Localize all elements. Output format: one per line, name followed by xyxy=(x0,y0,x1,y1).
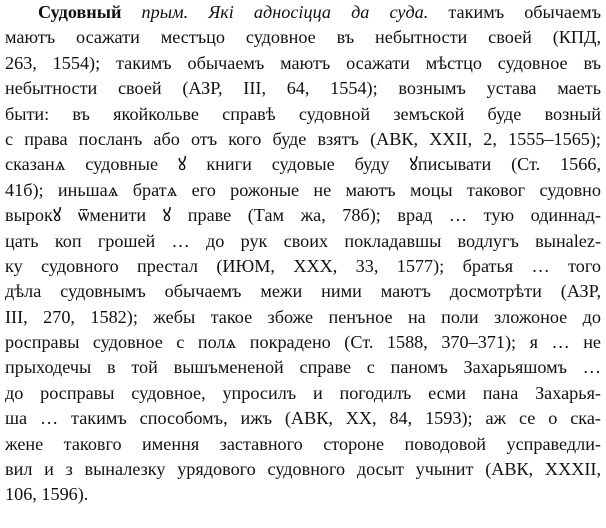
entry-line-6: с права посланъ або отъ кого буде взятъ (АВК, XXII, 2, 1555–1565); xyxy=(5,128,601,149)
entry-line-9: вырокꙋ ѿменити ꙋ праве (Там жа, 78б); врад … тую одиннад- xyxy=(5,205,601,226)
entry-line-14: росправы судовное с полѧ покрадено (Ст. 1588, 370–371); я … не xyxy=(5,332,601,353)
entry-line-19: вил и з выналезку урядового судовного досыт учынит (АВК, XXXII, xyxy=(5,459,601,480)
entry-line-2: маютъ осажати местъцо судовное въ небытности своей (КПД, xyxy=(5,27,601,48)
definition-gloss: прым. Які адносіцца да суда. xyxy=(121,2,429,22)
entry-line-8: 41б); иньшаѧ братѧ его рожоные не маютъ моцы таковог судовно xyxy=(5,179,601,200)
entry-line-4: небытности своей (АЗР, III, 64, 1554); вознымъ устава маеть xyxy=(5,78,601,99)
entry-line-11: ку судовного престал (ИЮМ, XXX, 33, 1577); братья … того xyxy=(5,255,601,276)
entry-line-18: жене таковго имення заставного стороне поводовой усправедли- xyxy=(5,433,601,454)
entry-line-17: ша … такимъ способомъ, ижъ (АВК, XX, 84, 1593); аж се о ска- xyxy=(5,408,601,429)
entry-line-7: сказанѧ судовные ꙋ книги судовые буду ꙋписывати (Ст. 1566, xyxy=(5,154,601,175)
entry-line-16: до росправы судовное, упросилъ и погодилъ есми пана Захарья- xyxy=(5,382,601,403)
citation-text: такимъ обычаемъ xyxy=(428,2,601,22)
entry-line-5: быти: въ якойкольве справѣ судовной земъской буде возный xyxy=(5,103,601,124)
entry-line-15: прыходечы в той вышъмененой справе с паномъ Захарьяшомъ … xyxy=(5,357,601,378)
entry-line-3: 263, 1554); такимъ обычаемъ маютъ осажати мѣстцо судовное въ xyxy=(5,52,601,73)
entry-line-20: 106, 1596). xyxy=(5,484,89,505)
entry-line-10: цать коп грошей … до рук своих покладавшы водлугъ вынalez- xyxy=(5,230,601,251)
entry-line-1 xyxy=(5,0,601,25)
entry-line-13: III, 270, 1582); жебы такое збоже пенъное на поли зложоное до xyxy=(5,306,601,327)
entry-line-12: дѣла судовнымъ обычаемъ межи ними маютъ досмотрѣти (АЗР, xyxy=(5,281,601,302)
dictionary-entry xyxy=(5,0,601,508)
headword: Судовный xyxy=(38,2,122,22)
